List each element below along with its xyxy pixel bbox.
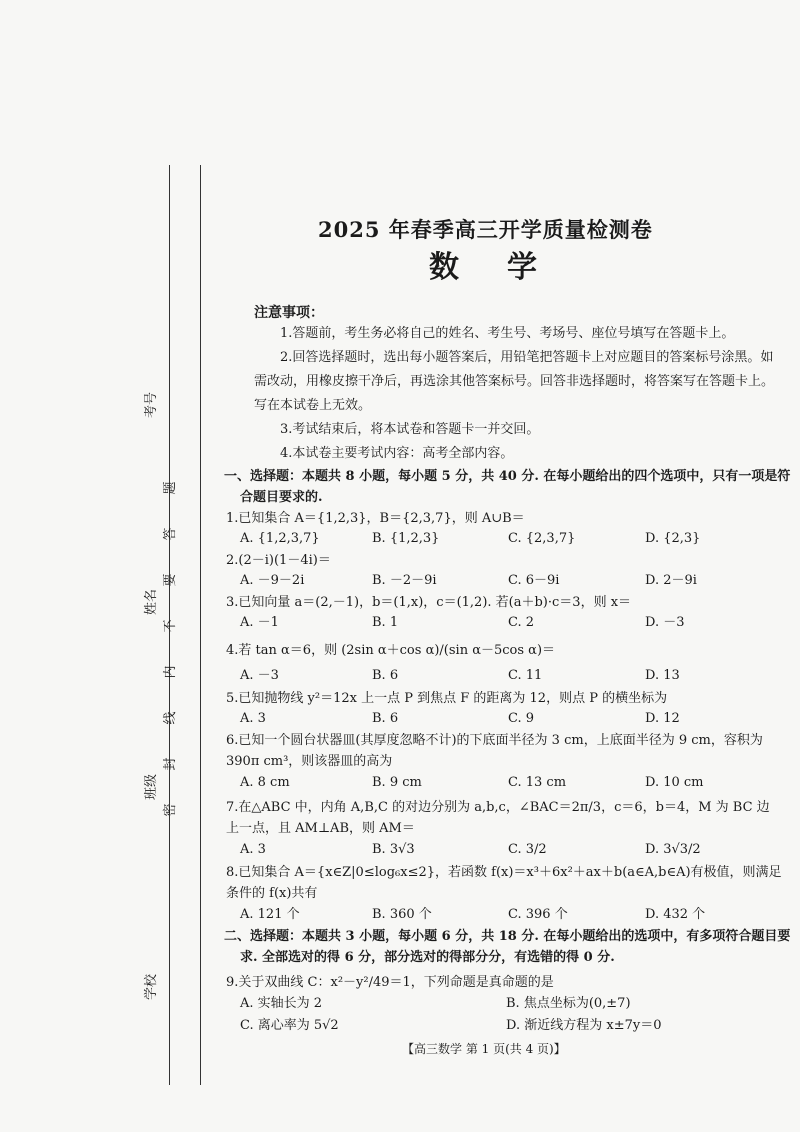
question-4-stem: 4.若 tan α＝6，则 (2sin α＋cos α)/(sin α－5cos α)＝ xyxy=(226,643,556,658)
question-9-options-row1 xyxy=(240,994,760,1014)
section-2-header: 二、选择题：本题共 3 小题，每小题 6 分，共 18 分. 在每小题给出的选项中，有多项符合题目要求. 全部选对的得 6 分，部分选对的得部分分，有选错的得 0 分. xyxy=(224,929,791,965)
option: A. 8 cm xyxy=(240,775,290,790)
option: C. 2 xyxy=(508,615,535,630)
question-2-stem: 2.(2－i)(1－4i)＝ xyxy=(226,553,331,568)
exam-subject: 数学 xyxy=(429,250,585,285)
option: B. {1,2,3} xyxy=(372,531,440,546)
option: D. 432 个 xyxy=(645,907,706,922)
seal-char: 内 xyxy=(163,665,178,679)
question-3-options xyxy=(240,613,760,633)
question-1-stem: 1.已知集合 A＝{1,2,3}，B＝{2,3,7}，则 A∪B＝ xyxy=(226,511,525,526)
option: A. {1,2,3,7} xyxy=(240,531,320,546)
seal-char: 封 xyxy=(163,757,178,771)
option: B. 6 xyxy=(372,668,399,683)
question-5-stem: 5.已知抛物线 y²＝12x 上一点 P 到焦点 F 的距离为 12，则点 P 的横坐标为 xyxy=(226,691,668,706)
option: B. 1 xyxy=(372,615,399,630)
option: C. 9 xyxy=(508,711,535,726)
option: B. －2－9i xyxy=(372,573,437,588)
question-7-options xyxy=(240,840,760,860)
exam-title: 2025 年春季高三开学质量检测卷 xyxy=(318,217,653,242)
question-2-options xyxy=(240,571,760,591)
question-4-options xyxy=(240,666,760,686)
option: D. 2－9i xyxy=(645,573,697,588)
question-7-stem: 7.在△ABC 中，内角 A,B,C 的对边分别为 a,b,c，∠BAC＝2π/3，c＝6，b＝4，M 为 BC 边上一点，且 AM⊥AB，则 AM＝ xyxy=(226,800,770,836)
seal-char: 题 xyxy=(163,481,178,495)
option: C. 396 个 xyxy=(508,907,568,922)
field-banji-label: 班级 xyxy=(144,773,159,800)
question-1-options xyxy=(240,529,760,549)
option: A. －9－2i xyxy=(240,573,305,588)
note-item: 2.回答选择题时，选出每小题答案后，用铅笔把答题卡上对应题目的答案标号涂黑。如需改动，用橡皮擦干净后，再选涂其他答案标号。回答非选择题时，将答案写在答题卡上。写在本试卷上无效。 xyxy=(254,350,775,413)
question-6-stem: 6.已知一个圆台状器皿(其厚度忽略不计)的下底面半径为 3 cm，上底面半径为 9 cm，容积为 390π cm³，则该器皿的高为 xyxy=(226,733,763,769)
option: A. 实轴长为 2 xyxy=(240,996,323,1011)
option: A. 121 个 xyxy=(240,907,300,922)
option: D. 3√3/2 xyxy=(645,842,701,857)
field-kaohao-label: 考号 xyxy=(144,391,159,418)
option: C. {2,3,7} xyxy=(508,531,576,546)
note-item: 4.本试卷主要考试内容：高考全部内容。 xyxy=(280,446,514,461)
option: C. 11 xyxy=(508,668,543,683)
seal-line-warning xyxy=(163,465,194,833)
question-8-options xyxy=(240,905,760,925)
option: D. {2,3} xyxy=(645,531,701,546)
seal-char: 不 xyxy=(163,619,178,633)
option: B. 360 个 xyxy=(372,907,432,922)
option: B. 3√3 xyxy=(372,842,415,857)
option: A. 3 xyxy=(240,711,266,726)
option: D. －3 xyxy=(645,615,685,630)
option: A. －3 xyxy=(240,668,279,683)
option: A. 3 xyxy=(240,842,266,857)
question-3-stem: 3.已知向量 a＝(2,－1)，b＝(1,x)，c＝(1,2). 若(a＋b)·c＝3，则 x＝ xyxy=(226,595,632,610)
section-1-header: 一、选择题：本题共 8 小题，每小题 5 分，共 40 分. 在每小题给出的四个选项中，只有一项是符合题目要求的. xyxy=(224,469,791,505)
field-xuexiao-label: 学校 xyxy=(144,973,159,1000)
question-9-options-row2 xyxy=(240,1016,760,1036)
option: C. 6－9i xyxy=(508,573,560,588)
field-xingming-label: 姓名 xyxy=(144,588,159,615)
option: D. 12 xyxy=(645,711,680,726)
option: C. 3/2 xyxy=(508,842,547,857)
question-6-options xyxy=(240,773,760,793)
question-9-stem: 9.关于双曲线 C：x²－y²/49＝1，下列命题是真命题的是 xyxy=(226,975,554,990)
seal-char: 密 xyxy=(163,803,178,817)
seal-char: 线 xyxy=(163,711,178,725)
option: B. 焦点坐标为(0,±7) xyxy=(506,996,631,1011)
question-5-options xyxy=(240,709,760,729)
note-item: 1.答题前，考生务必将自己的姓名、考生号、考场号、座位号填写在答题卡上。 xyxy=(280,326,735,341)
option: D. 渐近线方程为 x±7y＝0 xyxy=(506,1018,662,1033)
seal-char: 要 xyxy=(163,573,178,587)
option: A. －1 xyxy=(240,615,279,630)
note-item: 3.考试结束后，将本试卷和答题卡一并交回。 xyxy=(280,422,540,437)
question-8-stem: 8.已知集合 A＝{x∈Z|0≤log₆x≤2}，若函数 f(x)＝x³＋6x²＋ax＋b(a∈A,b∈A)有极值，则满足条件的 f(x)共有 xyxy=(226,865,782,901)
option: C. 13 cm xyxy=(508,775,567,790)
option: B. 6 xyxy=(372,711,399,726)
page-footer: 【高三数学 第 1 页(共 4 页)】 xyxy=(402,1042,566,1056)
option: D. 13 xyxy=(645,668,680,683)
notes-heading: 注意事项： xyxy=(254,305,324,321)
option: D. 10 cm xyxy=(645,775,704,790)
option: B. 9 cm xyxy=(372,775,422,790)
seal-char: 答 xyxy=(163,527,178,541)
option: C. 离心率为 5√2 xyxy=(240,1018,339,1033)
